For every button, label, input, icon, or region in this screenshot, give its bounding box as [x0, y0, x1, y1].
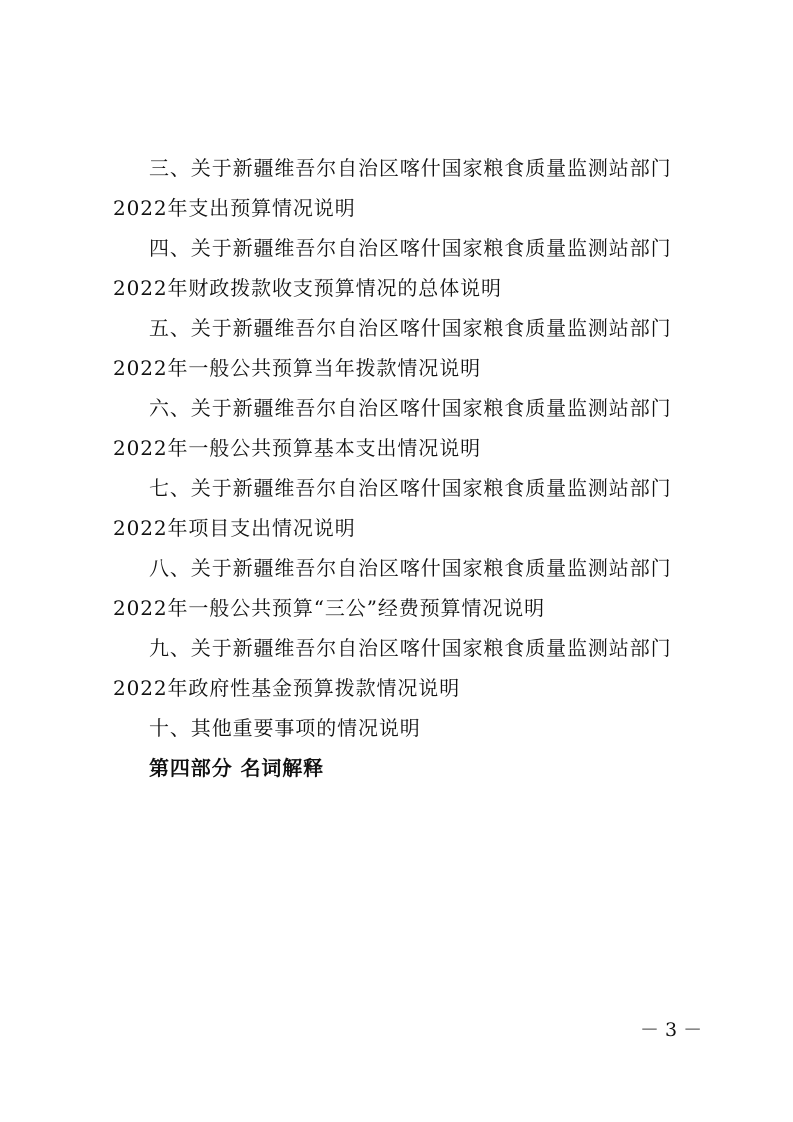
toc-item-8 [113, 548, 703, 628]
toc-item-continuation: 2022年一般公共预算“三公”经费预算情况说明 [113, 596, 546, 620]
toc-item-6 [113, 388, 703, 468]
table-of-contents [113, 148, 703, 788]
toc-item-title: 八、关于新疆维吾尔自治区喀什国家粮食质量监测站部门 [149, 556, 672, 580]
part-four-heading: 第四部分 名词解释 [149, 756, 325, 780]
toc-item-9 [113, 628, 703, 708]
toc-item-continuation: 2022年一般公共预算当年拨款情况说明 [113, 356, 481, 380]
toc-item-title: 四、关于新疆维吾尔自治区喀什国家粮食质量监测站部门 [149, 236, 672, 260]
toc-item-title: 三、关于新疆维吾尔自治区喀什国家粮食质量监测站部门 [149, 156, 672, 180]
toc-item-title: 九、关于新疆维吾尔自治区喀什国家粮食质量监测站部门 [149, 636, 672, 660]
toc-item-continuation: 2022年支出预算情况说明 [113, 196, 356, 220]
toc-item-title: 七、关于新疆维吾尔自治区喀什国家粮食质量监测站部门 [149, 476, 672, 500]
toc-item-5 [113, 308, 703, 388]
toc-item-continuation: 2022年一般公共预算基本支出情况说明 [113, 436, 481, 460]
toc-item-title: 十、其他重要事项的情况说明 [149, 716, 421, 740]
toc-item-continuation: 2022年项目支出情况说明 [113, 516, 356, 540]
toc-item-4 [113, 228, 703, 308]
toc-item-title: 六、关于新疆维吾尔自治区喀什国家粮食质量监测站部门 [149, 396, 672, 420]
page-number: － 3 － [640, 1019, 703, 1041]
toc-item-continuation: 2022年政府性基金预算拨款情况说明 [113, 676, 461, 700]
toc-item-continuation: 2022年财政拨款收支预算情况的总体说明 [113, 276, 502, 300]
toc-item-10 [113, 708, 703, 748]
toc-item-title: 五、关于新疆维吾尔自治区喀什国家粮食质量监测站部门 [149, 316, 672, 340]
toc-item-7 [113, 468, 703, 548]
toc-item-3 [113, 148, 703, 228]
